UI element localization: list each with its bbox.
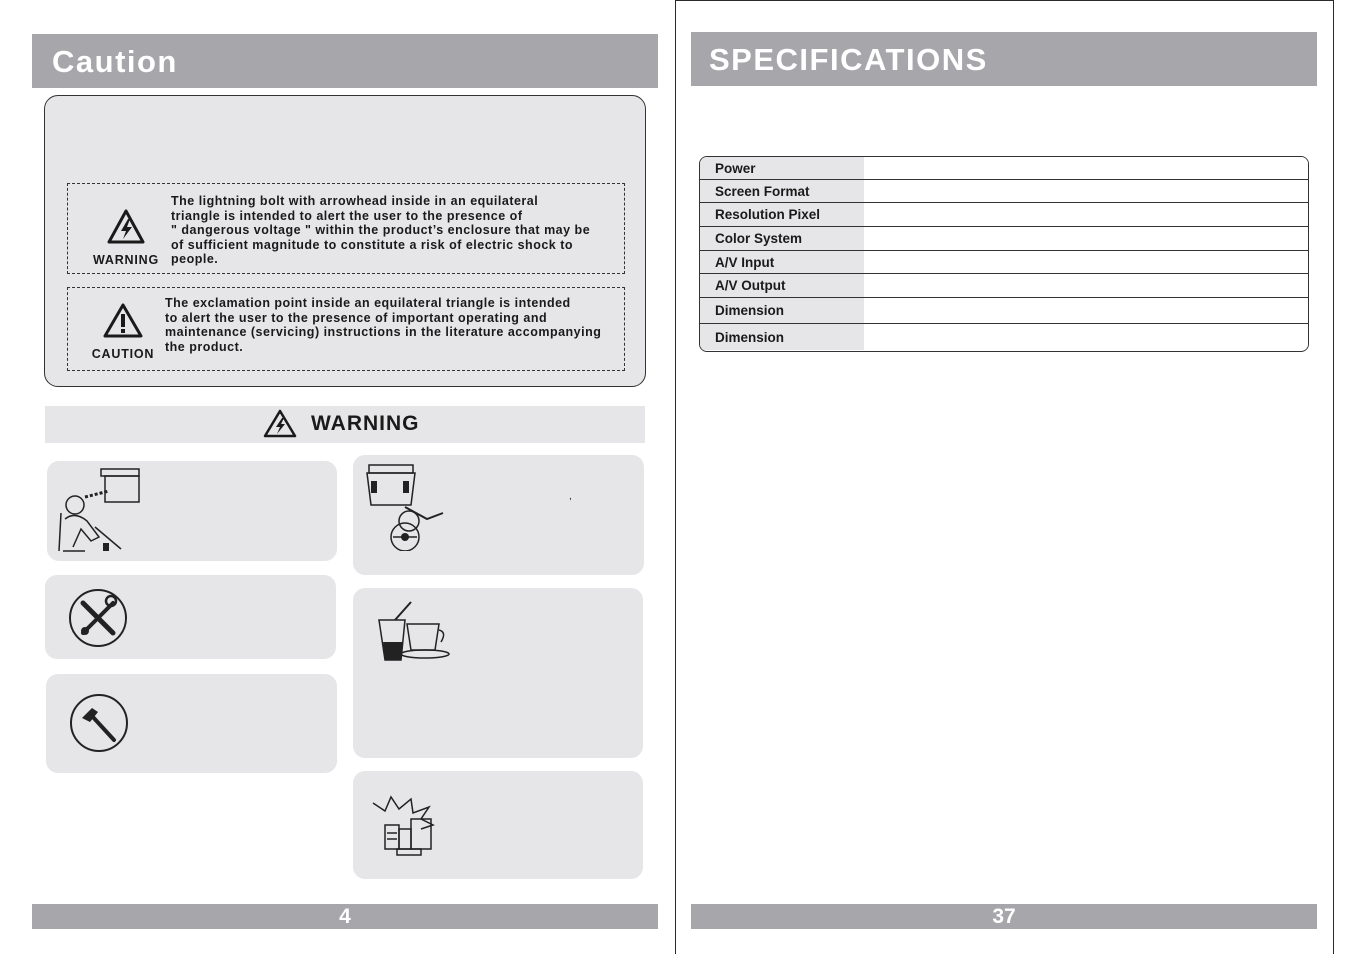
- left-footer-bar: [32, 904, 658, 929]
- right-footer-bar: [691, 904, 1317, 929]
- screen-child-icon: [359, 463, 449, 551]
- spec-value: [864, 274, 1308, 297]
- spec-row: [700, 324, 1308, 350]
- caution-title-bar: [32, 34, 658, 88]
- page-divider: [675, 0, 676, 954]
- spec-row: [700, 157, 1308, 180]
- stray-mark: ,: [569, 491, 572, 502]
- spec-label: Resolution Pixel: [700, 203, 864, 226]
- spec-row: [700, 274, 1308, 298]
- spec-label: Color System: [700, 227, 864, 250]
- spec-value: [864, 157, 1308, 179]
- card-screen-child: [353, 455, 644, 575]
- card-hammer: [46, 674, 337, 773]
- spec-value: [864, 324, 1308, 350]
- warning-notice-text: [171, 194, 621, 267]
- spec-label: Power: [700, 157, 864, 179]
- spec-value: [864, 203, 1308, 226]
- driver-screen-icon: [55, 467, 145, 553]
- spec-label: A/V Output: [700, 274, 864, 297]
- chemicals-icon: [367, 795, 437, 859]
- hammer-icon: [68, 692, 130, 754]
- spec-label: Screen Format: [700, 180, 864, 202]
- specifications-title-bar: [691, 32, 1317, 86]
- page-right-edge: [1333, 0, 1334, 954]
- text-line: triangle is intended to alert the user to the presence of: [171, 208, 523, 223]
- text-line: of sufficient magnitude to constitute a risk of electric shock to: [171, 237, 574, 252]
- spec-label: A/V Input: [700, 251, 864, 273]
- spec-value: [864, 251, 1308, 273]
- text-line: to alert the user to the presence of important operating and: [165, 310, 548, 325]
- exclamation-triangle-icon: [102, 302, 144, 340]
- page-top-edge: [675, 0, 1334, 1]
- tools-icon: [67, 587, 129, 649]
- spec-value: [864, 180, 1308, 202]
- warning-symbol: [90, 208, 162, 267]
- warning-symbol-label: WARNING: [92, 253, 159, 267]
- warning-banner-label: WARNING: [311, 412, 420, 435]
- text-line: people.: [171, 252, 219, 266]
- warning-banner: [45, 406, 645, 443]
- page-title: Caution: [52, 44, 178, 79]
- spec-row: [700, 298, 1308, 324]
- card-beverage: [353, 588, 643, 758]
- spec-row: [700, 251, 1308, 274]
- text-line: The lightning bolt with arrowhead inside in an equilateral: [171, 194, 539, 208]
- spec-row: [700, 180, 1308, 203]
- text-line: " dangerous voltage " within the product’s enclosure that may be: [171, 223, 591, 237]
- card-tools: [45, 575, 336, 659]
- spec-value: [864, 227, 1308, 250]
- text-line: the product.: [165, 339, 244, 354]
- caution-symbol-label: CAUTION: [91, 347, 155, 361]
- caution-notice-text: [165, 296, 625, 354]
- text-line: maintenance (servicing) instructions in the literature accompanying: [165, 325, 602, 339]
- spec-label: Dimension: [700, 324, 864, 350]
- spec-value: [864, 298, 1308, 323]
- specifications-table: [699, 156, 1309, 352]
- card-driver-screen: [47, 461, 337, 561]
- caution-notice-box: [67, 287, 625, 371]
- lightning-triangle-icon: [263, 409, 297, 439]
- spec-label: Dimension: [700, 298, 864, 323]
- page-number: 4: [339, 905, 351, 928]
- warning-notice-box: [67, 183, 625, 274]
- page-number: 37: [992, 905, 1016, 928]
- beverage-icon: [375, 598, 455, 664]
- page-title: SPECIFICATIONS: [709, 42, 988, 77]
- spec-row: [700, 227, 1308, 251]
- spec-row: [700, 203, 1308, 227]
- card-chemicals: [353, 771, 643, 879]
- text-line: The exclamation point inside an equilateral triangle is intended: [165, 296, 571, 310]
- caution-symbol: [84, 302, 162, 361]
- caution-panel: [44, 95, 646, 387]
- lightning-triangle-icon: [106, 208, 146, 246]
